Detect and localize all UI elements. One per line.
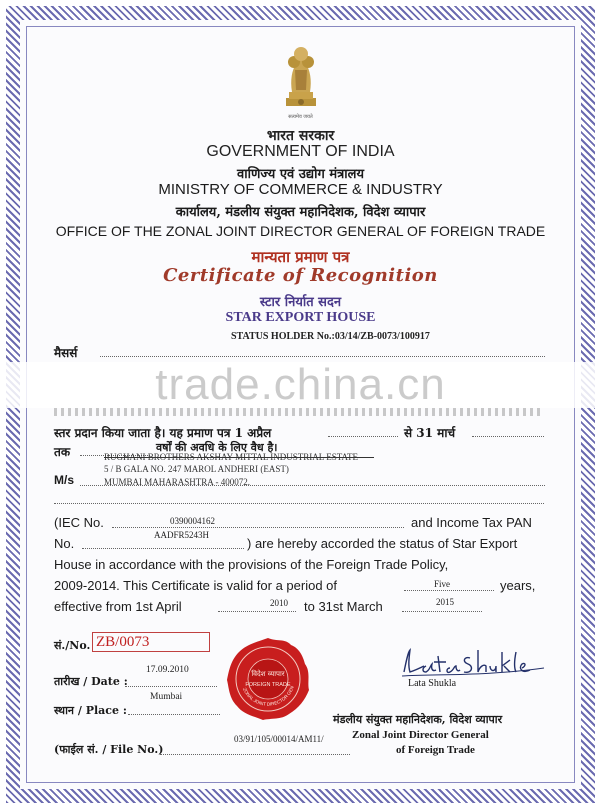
status-holder-number: STATUS HOLDER No.:03/14/ZB-0073/100917	[231, 331, 430, 342]
certificate-title-hindi: मान्यता प्रमाण पत्र	[251, 248, 350, 266]
pan-no-label: No.	[54, 536, 75, 551]
period-value: Five	[434, 579, 451, 589]
hindi-validity-line: स्तर प्रदान किया जाता है। यह प्रमाण पत्र 1 अप्रैल	[54, 426, 272, 440]
hindi-to-line	[472, 436, 544, 437]
hindi-period-text: वर्षों की अवधि के लिए वैध है।	[156, 441, 278, 454]
to-year-line	[402, 611, 482, 612]
messrs-label-hindi: मैसर्स	[54, 346, 78, 360]
serial-no-stamp: ZB/0073	[92, 632, 210, 652]
ministry-title: MINISTRY OF COMMERCE & INDUSTRY	[158, 181, 443, 198]
strike-line	[104, 457, 374, 458]
seal-ring-text: ZONAL JOINT DIRECTOR GEN	[241, 685, 295, 707]
ministry-title-hindi: वाणिज्य एवं उद्योग मंत्रालय	[236, 167, 364, 182]
pan-label: and Income Tax PAN	[411, 515, 532, 530]
serial-no-label: सं./No.	[54, 639, 91, 652]
government-title: GOVERNMENT OF INDIA	[206, 143, 395, 160]
to-year: 2015	[436, 597, 454, 607]
hindi-from-line	[328, 436, 398, 437]
to-march-text: to 31st March	[304, 599, 383, 614]
pan-line	[82, 548, 244, 549]
certificate-title: Certificate of Recognition	[163, 265, 438, 286]
date-line	[125, 686, 217, 687]
file-no-value: 03/91/105/00014/AM11/	[234, 734, 324, 744]
file-no-label: (फाईल सं. / File No.)	[54, 743, 164, 756]
status-house: STAR EXPORT HOUSE	[225, 310, 376, 325]
messrs-line	[100, 356, 545, 357]
status-accorded-text: ) are hereby accorded the status of Star Export	[247, 536, 518, 551]
emblem-motto: सत्यमेव जयते	[288, 114, 313, 120]
designation-line1: Zonal Joint Director General	[352, 729, 489, 741]
seal-text: FOREIGN TRADE	[245, 682, 291, 688]
policy-text: House in accordance with the provisions of the Foreign Trade Policy,	[54, 557, 449, 572]
date-value: 17.09.2010	[146, 665, 189, 675]
years-text: years,	[500, 578, 536, 593]
iec-label: (IEC No.	[54, 515, 104, 530]
hindi-to-text: से 31 मार्च	[404, 426, 456, 440]
firm-address-line2: 5 / B GALA NO. 247 MAROL ANDHERI (EAST)	[104, 464, 289, 474]
designation-line2: of Foreign Trade	[396, 744, 475, 756]
date-label: तारीख / Date :	[54, 675, 128, 688]
from-year-line	[218, 611, 296, 612]
place-label: स्थान / Place :	[54, 704, 127, 717]
official-seal-icon	[225, 636, 311, 722]
tak-label: तक	[54, 445, 71, 459]
place-value: Mumbai	[150, 692, 183, 702]
pan-number: AADFR5243H	[154, 530, 210, 540]
from-year: 2010	[270, 598, 288, 608]
signatory-name: Lata Shukla	[408, 678, 457, 689]
firm-address-line3: MUMBAI MAHARASHTRA - 400072.	[104, 477, 251, 487]
government-title-hindi: भारत सरकार	[266, 128, 335, 144]
effective-from-text: effective from 1st April	[54, 599, 182, 614]
iec-line	[112, 527, 404, 528]
period-line	[404, 590, 494, 591]
ms-label: M/s	[54, 473, 75, 487]
firm-continuation-line	[54, 503, 544, 504]
national-emblem-icon	[280, 40, 322, 118]
signature-image	[398, 644, 548, 680]
seal-text-hindi: विदेश व्यापार	[251, 670, 285, 678]
place-line	[128, 714, 220, 715]
designation-hindi: मंडलीय संयुक्त महानिदेशक, विदेश व्यापार	[333, 713, 503, 726]
firm-name: RUGHANI BROTHERS AKSHAY MITTAL INDUSTRIAL ESTATE	[104, 452, 358, 462]
office-title-hindi: कार्यालय, मंडलीय संयुक्त महानिदेशक, विदेश व्यापार	[175, 205, 426, 220]
watermark-text: trade.china.cn	[155, 360, 446, 409]
office-title: OFFICE OF THE ZONAL JOINT DIRECTOR GENERAL OF FOREIGN TRADE	[55, 223, 546, 239]
validity-text: 2009-2014. This Certificate is valid for a period of	[54, 578, 338, 593]
iec-number: 0390004162	[170, 516, 215, 526]
file-no-line	[160, 754, 350, 755]
status-house-hindi: स्टार निर्यात सदन	[259, 295, 342, 310]
